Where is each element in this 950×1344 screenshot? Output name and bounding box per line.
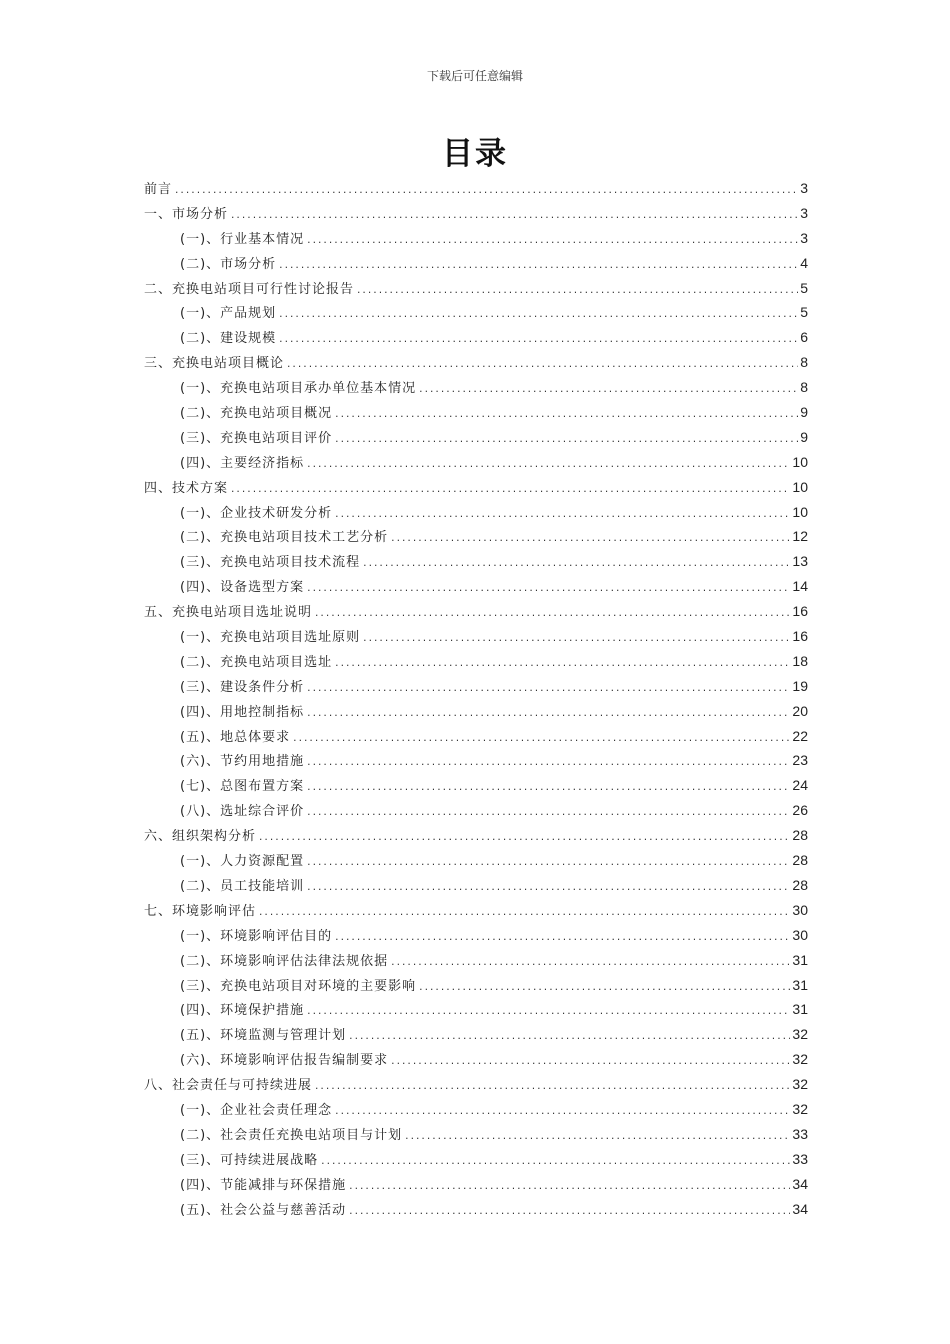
toc-entry[interactable] xyxy=(144,475,808,500)
toc-page-number: 14 xyxy=(792,578,808,595)
toc-page-number: 9 xyxy=(800,428,808,445)
toc-page-number: 12 xyxy=(792,528,808,545)
toc-page-number: 4 xyxy=(800,254,808,271)
toc-subentry[interactable] xyxy=(144,798,808,823)
toc-entry-label: (二)、充换电站项目技术工艺分析 xyxy=(180,530,389,546)
toc-entry-label: (二)、市场分析 xyxy=(180,256,277,272)
toc-entry-label: (五)、环境监测与管理计划 xyxy=(180,1028,347,1044)
toc-page-number: 34 xyxy=(792,1200,808,1217)
toc-page-number: 32 xyxy=(792,1051,808,1068)
toc-entry-label: (二)、社会责任充换电站项目与计划 xyxy=(180,1127,403,1143)
toc-entry-label: (三)、建设条件分析 xyxy=(180,679,305,695)
toc-page-number: 6 xyxy=(800,329,808,346)
toc-entry-label: (二)、员工技能培训 xyxy=(180,878,305,894)
toc-subentry[interactable] xyxy=(144,574,808,599)
toc-dot-leader xyxy=(334,652,790,677)
toc-dot-leader xyxy=(320,1150,790,1175)
toc-dot-leader xyxy=(348,1025,790,1050)
toc-entry-label: (五)、社会公益与慈善活动 xyxy=(180,1202,347,1218)
toc-page-number: 32 xyxy=(792,1026,808,1043)
toc-dot-leader xyxy=(418,976,790,1001)
toc-page-number: 33 xyxy=(792,1125,808,1142)
toc-entry-label: (二)、环境影响评估法律法规依据 xyxy=(180,953,389,969)
toc-subentry[interactable] xyxy=(144,699,808,724)
toc-subentry[interactable] xyxy=(144,923,808,948)
toc-page-number: 10 xyxy=(792,478,808,495)
toc-entry[interactable] xyxy=(144,276,808,301)
toc-dot-leader xyxy=(348,1200,790,1225)
toc-page-number: 20 xyxy=(792,702,808,719)
toc-entry-label: 八、社会责任与可持续进展 xyxy=(144,1078,313,1094)
toc-subentry[interactable] xyxy=(144,1097,808,1122)
toc-subentry[interactable] xyxy=(144,1172,808,1197)
toc-entry-label: 三、充换电站项目概论 xyxy=(144,356,285,372)
toc-subentry[interactable] xyxy=(144,997,808,1022)
toc-subentry[interactable] xyxy=(144,524,808,549)
toc-entry-label: (一)、环境影响评估目的 xyxy=(180,928,333,944)
toc-subentry[interactable] xyxy=(144,325,808,350)
toc-page-number: 10 xyxy=(792,453,808,470)
toc-page-number: 5 xyxy=(800,279,808,296)
toc-page-number: 31 xyxy=(792,976,808,993)
toc-subentry[interactable] xyxy=(144,649,808,674)
toc-page-number: 9 xyxy=(800,404,808,421)
toc-entry-label: (四)、节能减排与环保措施 xyxy=(180,1177,347,1193)
toc-dot-leader xyxy=(258,901,790,926)
toc-entry[interactable] xyxy=(144,898,808,923)
toc-page-number: 28 xyxy=(792,876,808,893)
toc-subentry[interactable] xyxy=(144,1147,808,1172)
toc-entry-label: (四)、用地控制指标 xyxy=(180,704,305,720)
toc-page-number: 30 xyxy=(792,926,808,943)
toc-entry-label: (三)、充换电站项目对环境的主要影响 xyxy=(180,978,417,994)
toc-page-number: 24 xyxy=(792,777,808,794)
toc-dot-leader xyxy=(306,876,790,901)
toc-entry-label: (二)、充换电站项目概况 xyxy=(180,406,333,422)
toc-page-number: 23 xyxy=(792,752,808,769)
toc-entry-label: (二)、充换电站项目选址 xyxy=(180,654,333,670)
toc-dot-leader xyxy=(314,1075,790,1100)
toc-entry[interactable] xyxy=(144,599,808,624)
toc-subentry[interactable] xyxy=(144,773,808,798)
toc-subentry[interactable] xyxy=(144,674,808,699)
toc-subentry[interactable] xyxy=(144,724,808,749)
toc-dot-leader xyxy=(404,1125,790,1150)
toc-dot-leader xyxy=(314,602,790,627)
toc-page-number: 18 xyxy=(792,652,808,669)
toc-subentry[interactable] xyxy=(144,624,808,649)
toc-subentry[interactable] xyxy=(144,1047,808,1072)
toc-dot-leader xyxy=(390,1050,790,1075)
toc-subentry[interactable] xyxy=(144,251,808,276)
toc-page-number: 13 xyxy=(792,553,808,570)
toc-page-number: 5 xyxy=(800,304,808,321)
toc-subentry[interactable] xyxy=(144,1197,808,1222)
toc-page-number: 3 xyxy=(800,229,808,246)
toc-dot-leader xyxy=(348,1175,790,1200)
toc-entry-label: (三)、可持续进展战略 xyxy=(180,1152,319,1168)
toc-entry-label: (一)、行业基本情况 xyxy=(180,231,305,247)
toc-entry-label: (一)、充换电站项目选址原则 xyxy=(180,630,361,646)
toc-dot-leader xyxy=(362,627,790,652)
toc-entry-label: 前言 xyxy=(144,182,173,197)
toc-dot-leader xyxy=(356,279,798,304)
toc-entry-label: (六)、节约用地措施 xyxy=(180,754,305,770)
toc-dot-leader xyxy=(334,1100,790,1125)
toc-dot-leader xyxy=(258,826,790,851)
toc-dot-leader xyxy=(278,303,798,328)
toc-entry-label: (一)、人力资源配置 xyxy=(180,854,305,870)
toc-dot-leader xyxy=(278,328,798,353)
toc-page-number: 8 xyxy=(800,379,808,396)
toc-page-number: 3 xyxy=(800,180,808,196)
toc-dot-leader xyxy=(334,403,798,428)
toc-dot-leader xyxy=(292,727,790,752)
toc-entry-label: 四、技术方案 xyxy=(144,480,229,496)
toc-page-number: 33 xyxy=(792,1150,808,1167)
toc-page-number: 10 xyxy=(792,503,808,520)
toc-dot-leader xyxy=(278,254,798,279)
toc-entry-label: 五、充换电站项目选址说明 xyxy=(144,605,313,621)
toc-subentry[interactable] xyxy=(144,500,808,525)
toc-page-number: 16 xyxy=(792,628,808,645)
toc-subentry[interactable] xyxy=(144,226,808,251)
toc-entry-label: (四)、主要经济指标 xyxy=(180,455,305,471)
toc-dot-leader xyxy=(362,552,790,577)
toc-dot-leader xyxy=(306,776,790,801)
toc-dot-leader xyxy=(306,453,790,478)
toc-page-number: 16 xyxy=(792,603,808,620)
toc-dot-leader xyxy=(306,677,790,702)
toc-page-number: 28 xyxy=(792,852,808,869)
toc-entry[interactable] xyxy=(144,823,808,848)
toc-page-number: 31 xyxy=(792,951,808,968)
toc-subentry[interactable] xyxy=(144,848,808,873)
toc-entry-label: (四)、环境保护措施 xyxy=(180,1003,305,1019)
toc-dot-leader xyxy=(230,204,798,229)
toc-entry-label: 一、市场分析 xyxy=(144,206,229,222)
toc-page-number: 30 xyxy=(792,901,808,918)
page-title: 目录 xyxy=(442,136,508,172)
toc-dot-leader xyxy=(306,577,790,602)
toc-dot-leader xyxy=(418,378,798,403)
toc-dot-leader xyxy=(334,503,790,528)
toc-entry-label: (二)、建设规模 xyxy=(180,331,277,347)
toc-page-number: 3 xyxy=(800,204,808,221)
toc-dot-leader xyxy=(390,951,790,976)
toc-dot-leader xyxy=(306,851,790,876)
toc-dot-leader xyxy=(174,179,798,204)
toc-page-number: 19 xyxy=(792,677,808,694)
toc-subentry[interactable] xyxy=(144,973,808,998)
toc-entry-label: (一)、充换电站项目承办单位基本情况 xyxy=(180,381,417,397)
toc-entry-label: (八)、选址综合评价 xyxy=(180,804,305,820)
toc-dot-leader xyxy=(306,1000,790,1025)
table-of-contents xyxy=(144,176,808,1221)
toc-entry-label: (五)、地总体要求 xyxy=(180,729,291,745)
toc-page-number: 31 xyxy=(792,1001,808,1018)
toc-dot-leader xyxy=(306,702,790,727)
toc-subentry[interactable] xyxy=(144,948,808,973)
toc-entry-label: 六、组织架构分析 xyxy=(144,829,257,845)
toc-entry-label: (三)、充换电站项目技术流程 xyxy=(180,555,361,571)
toc-dot-leader xyxy=(390,527,790,552)
toc-entry-label: (七)、总图布置方案 xyxy=(180,779,305,795)
toc-entry[interactable] xyxy=(144,201,808,226)
toc-entry-label: (四)、设备选型方案 xyxy=(180,580,305,596)
toc-subentry[interactable] xyxy=(144,375,808,400)
toc-entry-label: (一)、企业社会责任理念 xyxy=(180,1102,333,1118)
toc-entry-label: (六)、环境影响评估报告编制要求 xyxy=(180,1053,389,1069)
toc-subentry[interactable] xyxy=(144,549,808,574)
toc-entry-label: (三)、充换电站项目评价 xyxy=(180,430,333,446)
toc-page-number: 26 xyxy=(792,802,808,819)
page-header: 下载后可任意编辑 xyxy=(426,69,523,83)
toc-dot-leader xyxy=(334,428,798,453)
toc-subentry[interactable] xyxy=(144,450,808,475)
toc-entry-label: (一)、产品规划 xyxy=(180,306,277,322)
toc-page-number: 28 xyxy=(792,827,808,844)
toc-dot-leader xyxy=(306,229,798,254)
toc-subentry[interactable] xyxy=(144,748,808,773)
toc-dot-leader xyxy=(286,353,798,378)
toc-entry[interactable] xyxy=(144,1072,808,1097)
toc-dot-leader xyxy=(334,926,790,951)
toc-page-number: 22 xyxy=(792,727,808,744)
toc-subentry[interactable] xyxy=(144,1122,808,1147)
toc-entry-label: 二、充换电站项目可行性讨论报告 xyxy=(144,281,355,297)
toc-entry[interactable] xyxy=(144,176,808,201)
toc-subentry[interactable] xyxy=(144,1022,808,1047)
toc-subentry[interactable] xyxy=(144,300,808,325)
toc-page-number: 34 xyxy=(792,1175,808,1192)
toc-dot-leader xyxy=(306,801,790,826)
toc-page-number: 8 xyxy=(800,354,808,371)
toc-entry[interactable] xyxy=(144,350,808,375)
toc-page-number: 32 xyxy=(792,1100,808,1117)
toc-subentry[interactable] xyxy=(144,425,808,450)
toc-page-number: 32 xyxy=(792,1076,808,1093)
toc-subentry[interactable] xyxy=(144,400,808,425)
toc-subentry[interactable] xyxy=(144,873,808,898)
toc-dot-leader xyxy=(230,478,790,503)
toc-entry-label: 七、环境影响评估 xyxy=(144,903,257,919)
toc-entry-label: (一)、企业技术研发分析 xyxy=(180,505,333,521)
toc-dot-leader xyxy=(306,751,790,776)
